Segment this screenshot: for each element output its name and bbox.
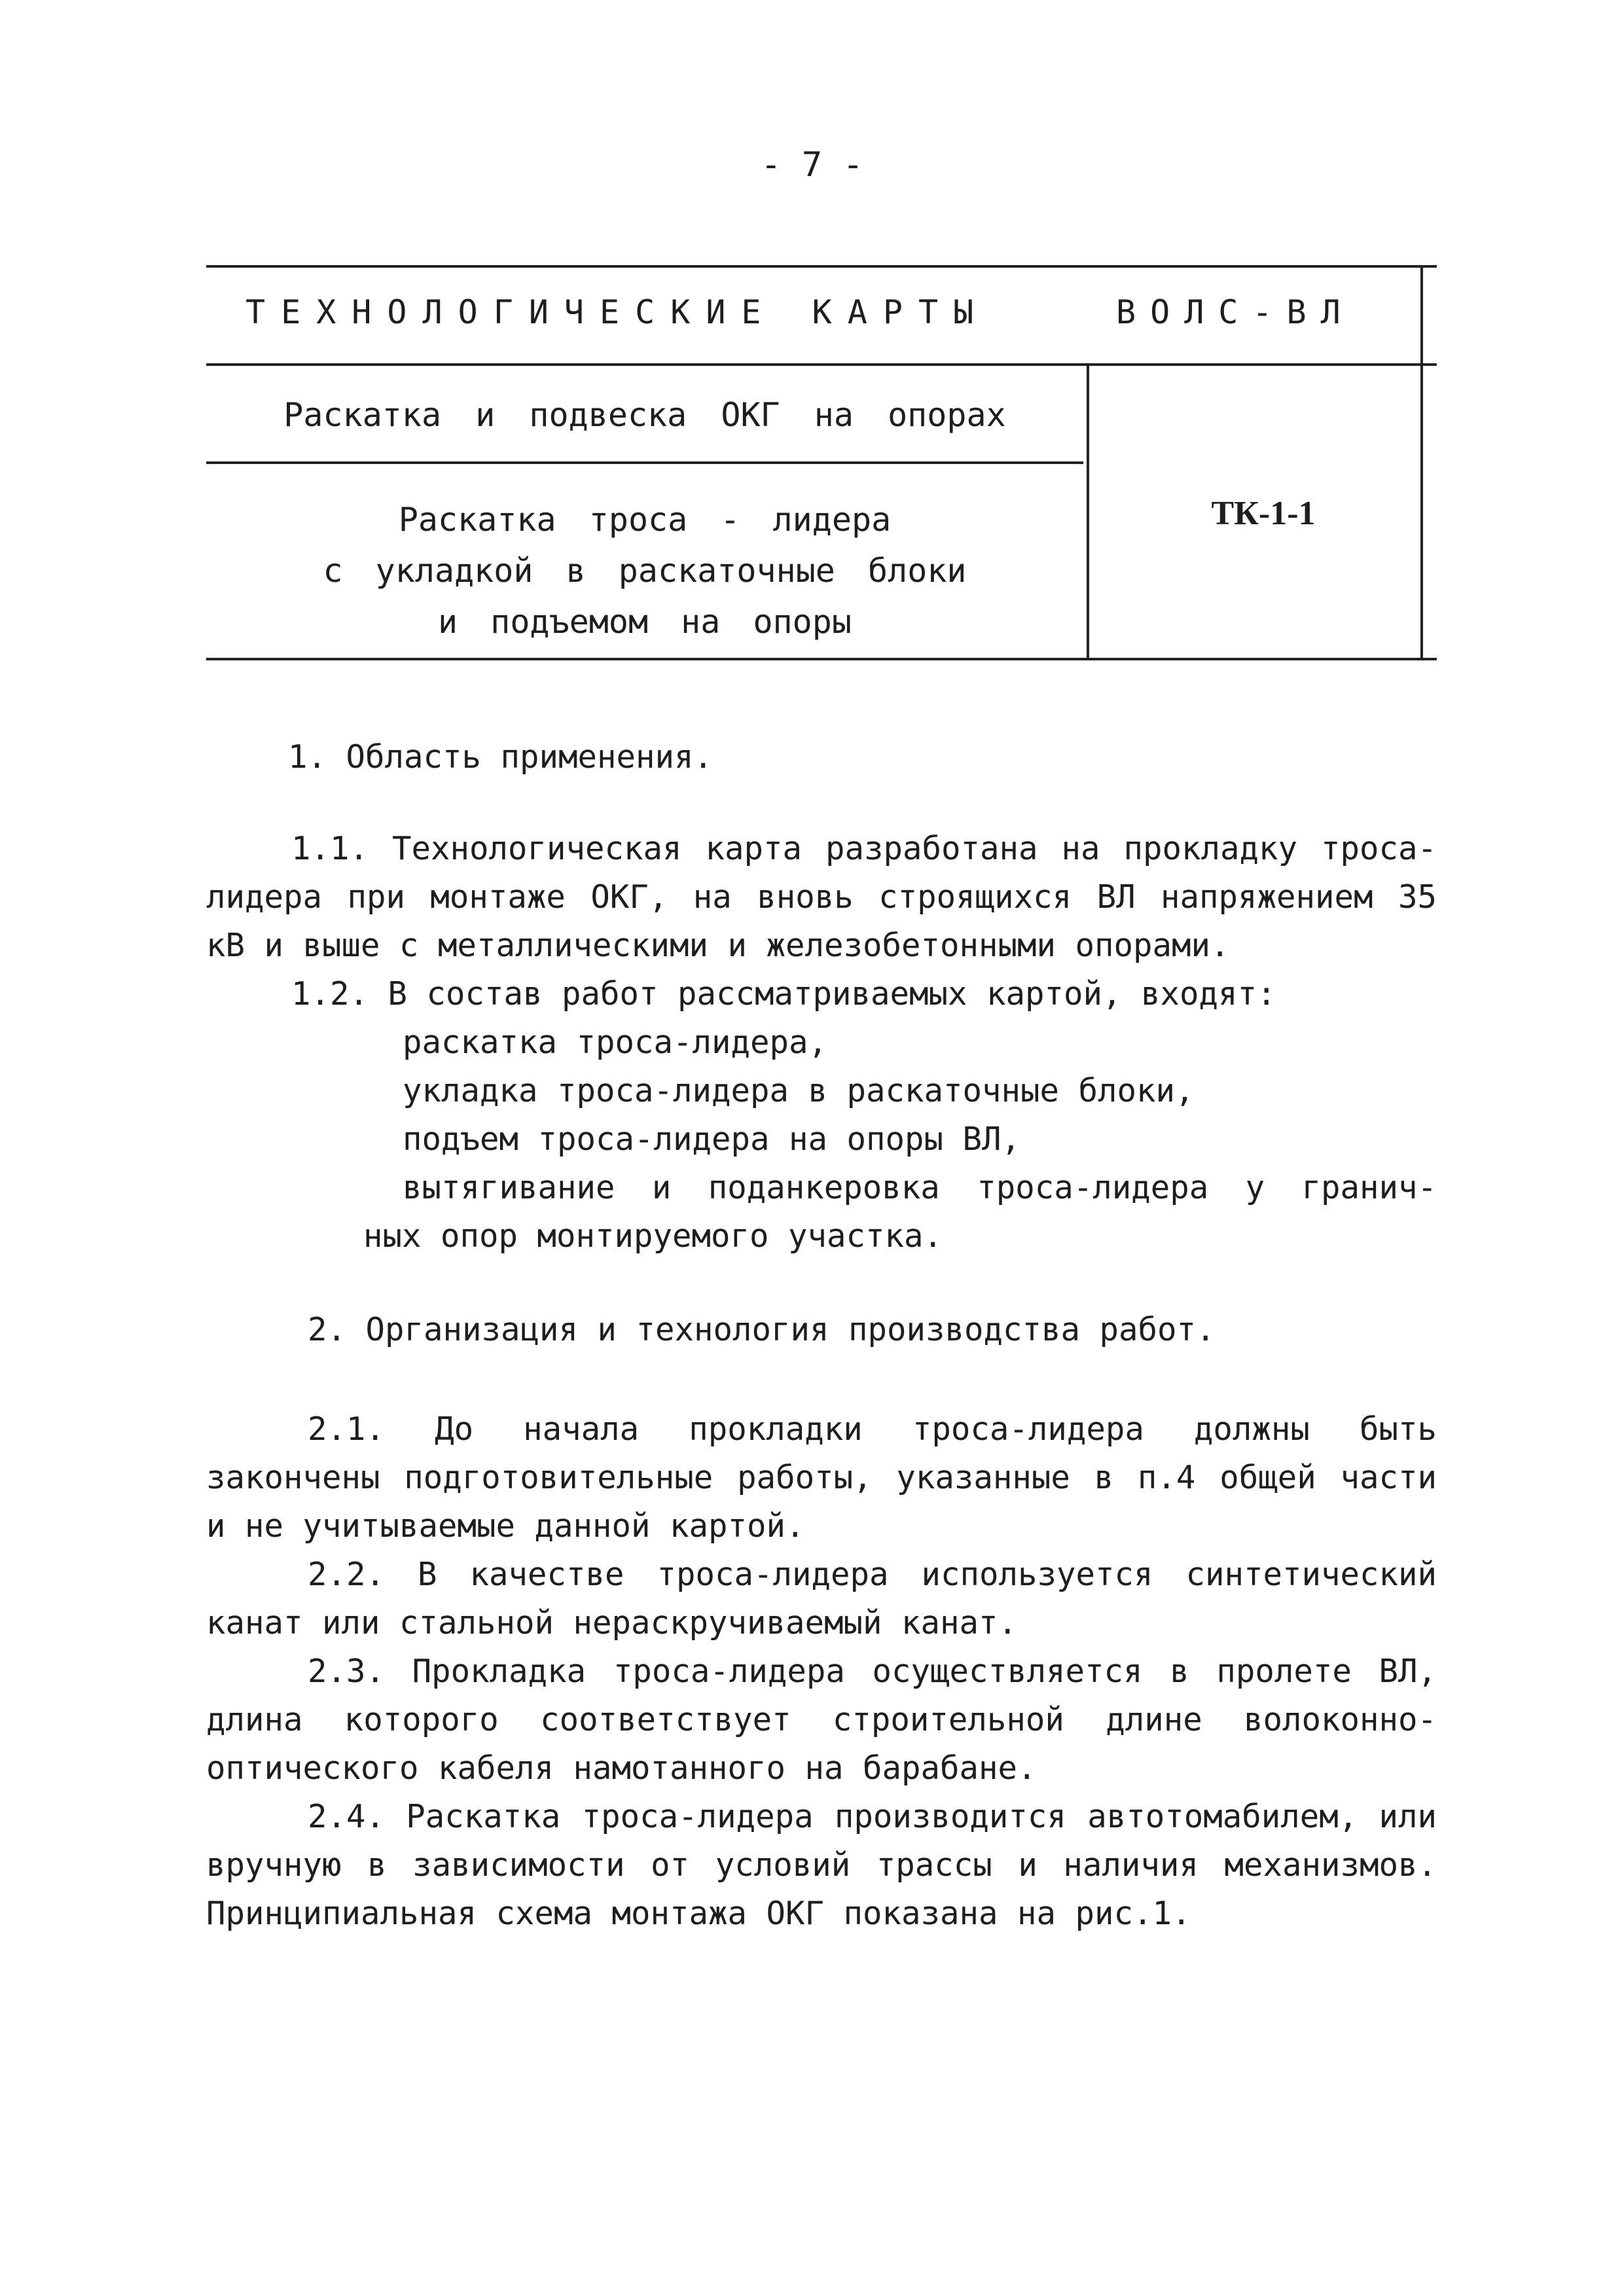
work-list xyxy=(206,1018,1437,1212)
document-code: ТК-1-1 xyxy=(1211,495,1316,532)
topic-line-3: и подъемом на опоры xyxy=(438,603,852,641)
section-1-title: 1. Область применения. xyxy=(288,738,713,776)
list-item-continuation: ных опор монтируемого участка. xyxy=(363,1217,943,1255)
topic-line-2: с укладкой в раскаточные блоки xyxy=(323,552,967,590)
table-header-divider xyxy=(206,363,1437,366)
section-title: Раскатка и подвеска ОКГ на опорах xyxy=(283,396,1006,434)
series-title: ТЕХНОЛОГИЧЕСКИЕ КАРТЫ xyxy=(245,293,990,331)
topic-title xyxy=(206,494,1083,647)
table-section-divider xyxy=(206,461,1083,464)
table-top-border xyxy=(206,265,1437,268)
section-2 xyxy=(206,1306,1437,1938)
series-code: ВОЛС-ВЛ xyxy=(1116,293,1355,331)
paragraph-2-1: 2.1. До начала прокладки троса-лидера должны быть закончены подготовительные работы, указанные в п.4 общей части и не учитываемые данной картой. xyxy=(206,1410,1437,1545)
topic-line-1: Раскатка троса - лидера xyxy=(398,501,892,539)
table-column-divider xyxy=(1087,363,1089,660)
page-number: - 7 - xyxy=(761,145,863,185)
paragraph-2-2: 2.2. В качестве троса-лидера используется синтетический канат или стальной нераскручиваемый канат. xyxy=(206,1556,1437,1641)
paragraph-1-2: 1.2. В состав работ рассматриваемых картой, входят: xyxy=(291,975,1276,1013)
list-item: укладка троса-лидера в раскаточные блоки, xyxy=(403,1072,1195,1109)
list-item: раскатка троса-лидера, xyxy=(403,1024,828,1061)
table-bottom-border xyxy=(206,658,1437,660)
paragraph-2-3: 2.3. Прокладка троса-лидера осуществляется в пролете ВЛ, длина которого соответствует строительной длине волоконно-оптического кабеля намотанного на барабане. xyxy=(206,1653,1437,1787)
section-2-title: 2. Организация и технология производства работ. xyxy=(308,1311,1216,1348)
paragraph-2-4: 2.4. Раскатка троса-лидера производится автотомабилем, или вручную в зависимости от условий трассы и наличия механизмов. Принципиальная схема монтажа ОКГ показана на рис.1. xyxy=(206,1798,1437,1932)
section-1 xyxy=(206,733,1437,1261)
list-item: вытягивание и поданкеровка троса-лидера у гранич- xyxy=(403,1169,1437,1206)
list-item: подъем троса-лидера на опоры ВЛ, xyxy=(403,1121,1021,1158)
paragraph-1-1: 1.1. Технологическая карта разработана на прокладку троса-лидера при монтаже ОКГ, на вновь строящихся ВЛ напряжением 35 кВ и выше с металлическими и железобетонными опорами. xyxy=(206,830,1437,964)
table-right-border xyxy=(1420,265,1423,660)
